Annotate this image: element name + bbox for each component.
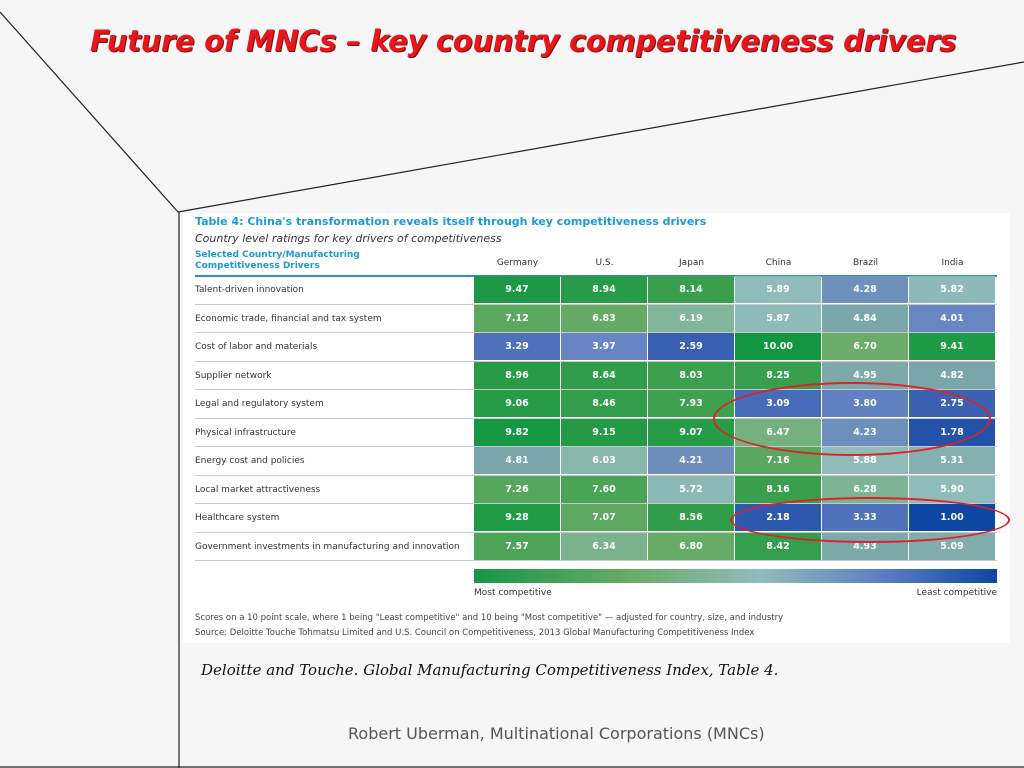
rating-cell-india: 2.75 [909, 390, 995, 417]
rating-cell-brazil: 4.84 [822, 305, 908, 332]
rating-cell-china: 8.25 [735, 362, 821, 389]
rating-cell-us: 3.97 [561, 333, 647, 360]
rating-cell-china: 8.42 [735, 533, 821, 560]
row-label: Energy cost and policies [195, 456, 305, 466]
rating-cell-brazil: 3.33 [822, 504, 908, 531]
rating-cell-japan: 9.07 [648, 419, 734, 446]
rating-cell-japan: 4.21 [648, 447, 734, 474]
rating-cell-us: 8.46 [561, 390, 647, 417]
rating-cell-india: 4.82 [909, 362, 995, 389]
table-note: Scores on a 10 point scale, where 1 being "Least competitive" and 10 being "Most competitive" — adjusted for country, size, and industry [195, 613, 784, 623]
rating-cell-china: 7.16 [735, 447, 821, 474]
color-scale-bar [474, 569, 997, 583]
rating-cell-germany: 9.06 [474, 390, 560, 417]
rating-cell-us: 6.03 [561, 447, 647, 474]
legend-least-competitive: Least competitive [916, 588, 997, 598]
rating-cell-germany: 9.82 [474, 419, 560, 446]
rating-cell-china: 10.00 [735, 333, 821, 360]
table-image [183, 213, 1010, 643]
rating-cell-brazil: 4.23 [822, 419, 908, 446]
table-title: Table 4: China's transformation reveals itself through key competitiveness drivers [195, 215, 707, 228]
column-header-germany: Germany [496, 258, 539, 268]
rating-cell-japan: 8.56 [648, 504, 734, 531]
rating-cell-china: 5.89 [735, 276, 821, 303]
column-header-china: China [765, 258, 792, 268]
row-label: Healthcare system [195, 513, 280, 523]
row-label: Cost of labor and materials [195, 342, 318, 352]
rating-cell-germany: 9.47 [474, 276, 560, 303]
row-label: Legal and regulatory system [195, 399, 324, 409]
rating-cell-china: 5.87 [735, 305, 821, 332]
rating-cell-us: 9.15 [561, 419, 647, 446]
rating-cell-india: 5.09 [909, 533, 995, 560]
row-label: Economic trade, financial and tax system [195, 313, 382, 324]
rating-cell-germany: 3.29 [474, 333, 560, 360]
rating-cell-brazil: 3.80 [822, 390, 908, 417]
table-header-label: Selected Country/Manufacturing Competitiveness Drivers [195, 250, 360, 271]
rating-cell-us: 7.07 [561, 504, 647, 531]
rating-cell-us: 8.94 [561, 276, 647, 303]
slide-footer: Robert Uberman, Multinational Corporations (MNCs) [348, 724, 765, 743]
table-source: Source: Deloitte Touche Tohmatsu Limited and U.S. Council on Competitiveness, 2013 Global Manufacturing Competitiveness Index [195, 628, 755, 638]
rating-cell-india: 4.01 [909, 305, 995, 332]
row-label: Supplier network [195, 370, 272, 381]
column-header-us: U.S. [595, 258, 614, 268]
rating-cell-india: 1.00 [909, 504, 995, 531]
rating-cell-japan: 6.80 [648, 533, 734, 560]
row-label: Physical infrastructure [195, 427, 296, 438]
rating-cell-germany: 7.26 [474, 476, 560, 503]
rating-cell-china: 3.09 [735, 390, 821, 417]
rating-cell-germany: 8.96 [474, 362, 560, 389]
rating-cell-japan: 8.03 [648, 362, 734, 389]
rating-cell-japan: 5.72 [648, 476, 734, 503]
rating-cell-japan: 8.14 [648, 276, 734, 303]
rating-cell-us: 7.60 [561, 476, 647, 503]
rating-cell-japan: 6.19 [648, 305, 734, 332]
rating-cell-brazil: 6.28 [822, 476, 908, 503]
rating-cell-india: 5.82 [909, 276, 995, 303]
slide-title: Future of MNCs – key country competitiveness drivers [90, 24, 957, 58]
row-label: Government investments in manufacturing and innovation [195, 541, 460, 552]
rating-cell-germany: 7.12 [474, 305, 560, 332]
column-header-japan: Japan [678, 258, 705, 268]
rating-cell-us: 6.83 [561, 305, 647, 332]
rating-cell-germany: 9.28 [474, 504, 560, 531]
rating-cell-india: 9.41 [909, 333, 995, 360]
rating-cell-brazil: 4.95 [822, 362, 908, 389]
rating-cell-china: 2.18 [735, 504, 821, 531]
rating-cell-china: 8.16 [735, 476, 821, 503]
rating-cell-brazil: 6.70 [822, 333, 908, 360]
rating-cell-india: 5.90 [909, 476, 995, 503]
column-header-india: India [941, 258, 964, 268]
rating-cell-germany: 4.81 [474, 447, 560, 474]
rating-cell-us: 6.34 [561, 533, 647, 560]
rating-cell-india: 5.31 [909, 447, 995, 474]
rating-cell-japan: 7.93 [648, 390, 734, 417]
row-divider [195, 560, 997, 561]
legend-most-competitive: Most competitive [474, 588, 552, 598]
rating-cell-china: 6.47 [735, 419, 821, 446]
rating-cell-japan: 2.59 [648, 333, 734, 360]
rating-cell-us: 8.64 [561, 362, 647, 389]
rating-cell-india: 1.78 [909, 419, 995, 446]
column-header-brazil: Brazil [852, 258, 879, 268]
row-label: Talent-driven innovation [195, 285, 304, 295]
slide-caption: Deloitte and Touche. Global Manufacturing Competitiveness Index, Table 4. [201, 661, 779, 679]
rating-cell-germany: 7.57 [474, 533, 560, 560]
rating-cell-brazil: 5.88 [822, 447, 908, 474]
row-label: Local market attractiveness [195, 484, 321, 495]
table-subtitle: Country level ratings for key drivers of competitiveness [195, 232, 502, 245]
rating-cell-brazil: 4.93 [822, 533, 908, 560]
rating-cell-brazil: 4.28 [822, 276, 908, 303]
